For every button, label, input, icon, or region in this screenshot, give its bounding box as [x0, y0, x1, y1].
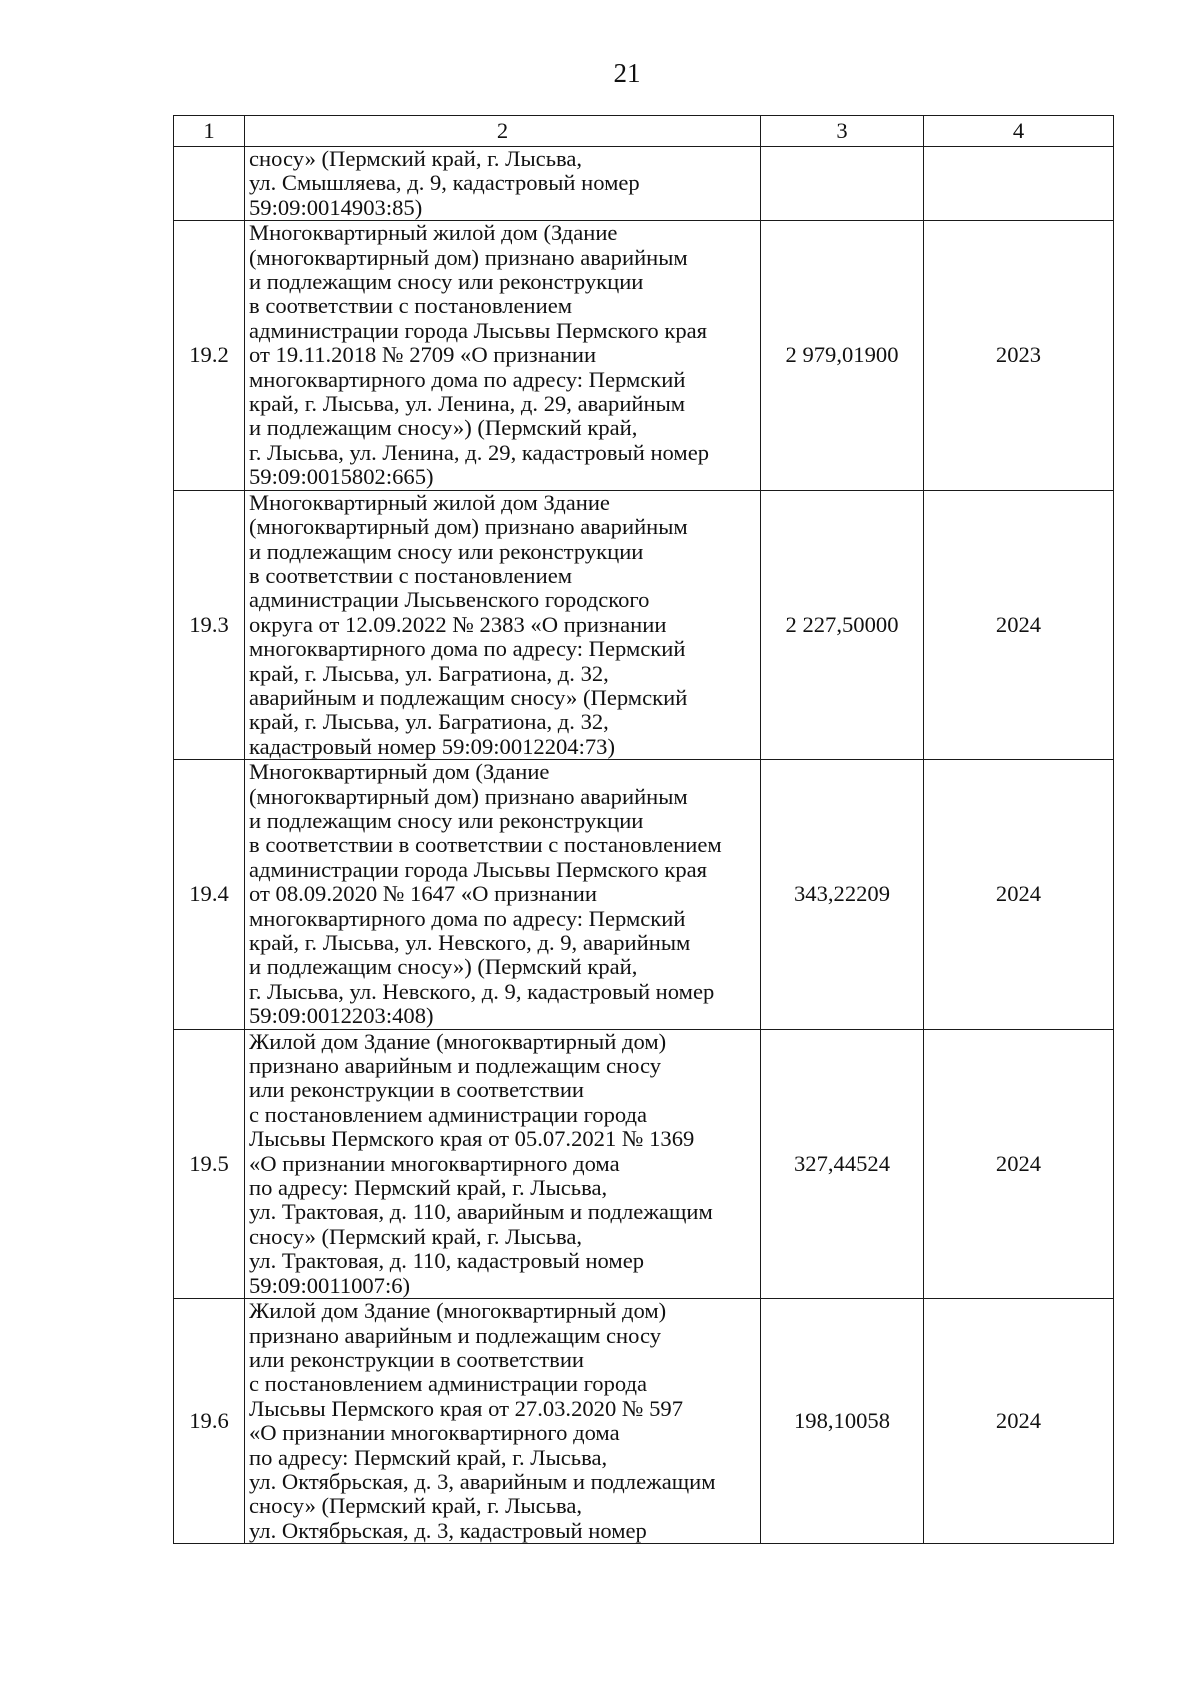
row-year — [924, 147, 1114, 221]
table-row — [174, 760, 1114, 1029]
row-description: Многоквартирный дом (Здание (многоквартирный дом) признано аварийным и подлежащим сносу или реконструкции в соответствии в соответствии с постановлением администрации города Лысьвы Пермского края от 08.09.2020 № 1647 «О признании многоквартирного дома по адресу: Пермский край, г. Лысьва, ул. Невского, д. 9, аварийным и подлежащим сносу») (Пермский край, г. Лысьва, ул. Невского, д. 9, кадастровый номер 59:09:0012203:408) — [245, 760, 761, 1029]
column-header-2: 2 — [245, 116, 761, 147]
row-year: 2023 — [924, 221, 1114, 490]
row-number: 19.6 — [174, 1299, 245, 1544]
row-amount: 343,22209 — [761, 760, 924, 1029]
table-row — [174, 490, 1114, 759]
row-amount — [761, 147, 924, 221]
row-year: 2024 — [924, 1299, 1114, 1544]
row-number: 19.2 — [174, 221, 245, 490]
row-year: 2024 — [924, 1029, 1114, 1298]
row-number — [174, 147, 245, 221]
data-table — [173, 115, 1114, 1544]
page-number: 21 — [613, 58, 641, 88]
table-row — [174, 1299, 1114, 1544]
column-header-4: 4 — [924, 116, 1114, 147]
row-year: 2024 — [924, 490, 1114, 759]
row-description: Многоквартирный жилой дом Здание (многоквартирный дом) признано аварийным и подлежащим сносу или реконструкции в соответствии с постановлением администрации Лысьвенского городского округа от 12.09.2022 № 2383 «О признании многоквартирного дома по адресу: Пермский край, г. Лысьва, ул. Багратиона, д. 32, аварийным и подлежащим сносу» (Пермский край, г. Лысьва, ул. Багратиона, д. 32, кадастровый номер 59:09:0012204:73) — [245, 490, 761, 759]
table-row — [174, 147, 1114, 221]
table-row — [174, 221, 1114, 490]
row-number: 19.5 — [174, 1029, 245, 1298]
row-year: 2024 — [924, 760, 1114, 1029]
row-description: Многоквартирный жилой дом (Здание (многоквартирный дом) признано аварийным и подлежащим сносу или реконструкции в соответствии с постановлением администрации города Лысьвы Пермского края от 19.11.2018 № 2709 «О признании многоквартирного дома по адресу: Пермский край, г. Лысьва, ул. Ленина, д. 29, аварийным и подлежащим сносу») (Пермский край, г. Лысьва, ул. Ленина, д. 29, кадастровый номер 59:09:0015802:665) — [245, 221, 761, 490]
row-amount: 327,44524 — [761, 1029, 924, 1298]
table-row — [174, 1029, 1114, 1298]
table-header-row — [174, 116, 1114, 147]
column-header-1: 1 — [174, 116, 245, 147]
row-number: 19.3 — [174, 490, 245, 759]
column-header-3: 3 — [761, 116, 924, 147]
row-description: Жилой дом Здание (многоквартирный дом) признано аварийным и подлежащим сносу или реконструкции в соответствии с постановлением администрации города Лысьвы Пермского края от 05.07.2021 № 1369 «О признании многоквартирного дома по адресу: Пермский край, г. Лысьва, ул. Трактовая, д. 110, аварийным и подлежащим сносу» (Пермский край, г. Лысьва, ул. Трактовая, д. 110, кадастровый номер 59:09:0011007:6) — [245, 1029, 761, 1298]
row-amount: 2 227,50000 — [761, 490, 924, 759]
row-amount: 2 979,01900 — [761, 221, 924, 490]
row-amount: 198,10058 — [761, 1299, 924, 1544]
row-description: Жилой дом Здание (многоквартирный дом) признано аварийным и подлежащим сносу или реконструкции в соответствии с постановлением администрации города Лысьвы Пермского края от 27.03.2020 № 597 «О признании многоквартирного дома по адресу: Пермский край, г. Лысьва, ул. Октябрьская, д. 3, аварийным и подлежащим сносу» (Пермский край, г. Лысьва, ул. Октябрьская, д. 3, кадастровый номер — [245, 1299, 761, 1544]
row-number: 19.4 — [174, 760, 245, 1029]
row-description: сносу» (Пермский край, г. Лысьва, ул. Смышляева, д. 9, кадастровый номер 59:09:0014903:85) — [245, 147, 761, 221]
